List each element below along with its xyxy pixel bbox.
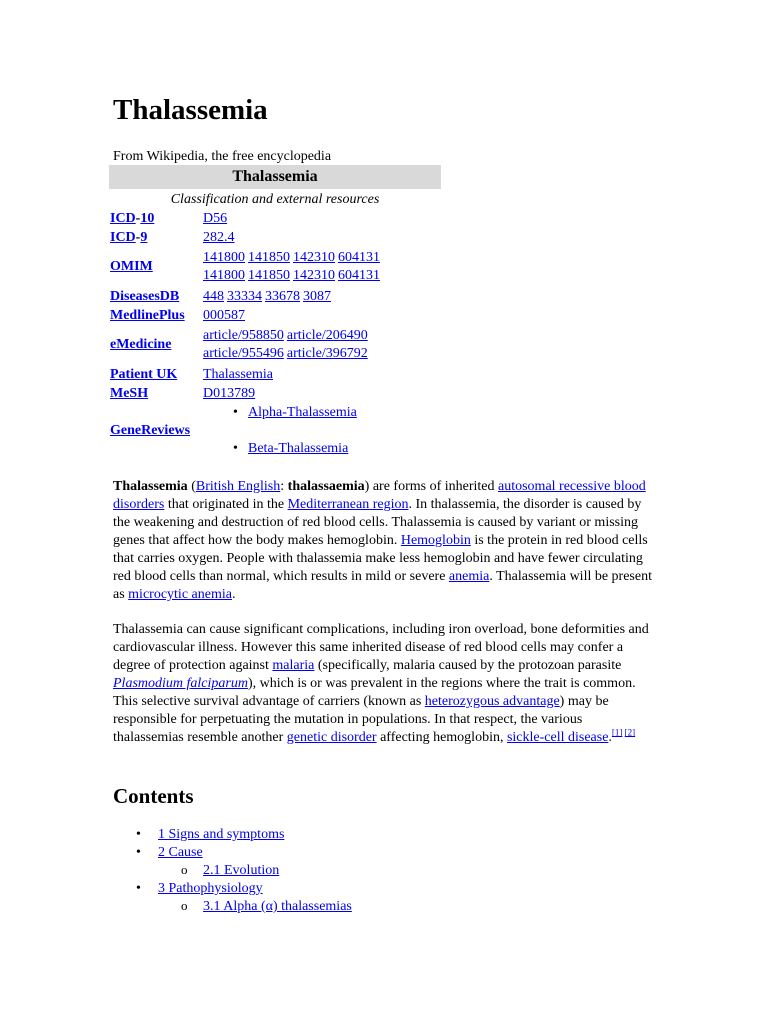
- hemoglobin-link[interactable]: Hemoglobin: [400, 533, 471, 548]
- icd-link[interactable]: ICD: [110, 211, 136, 226]
- infobox-row-diseasesdb: [109, 287, 441, 306]
- infobox-row-patientuk: [109, 364, 441, 384]
- text: that originated in the: [164, 497, 288, 512]
- text: . Thalassemia will be present as: [113, 569, 652, 602]
- toc-item: [113, 880, 352, 898]
- omim-link[interactable]: 142310: [293, 250, 335, 265]
- emedicine-label-link[interactable]: eMedicine: [110, 337, 172, 352]
- infobox-subtitle: Classification and external resources: [170, 192, 380, 207]
- plasmodium-falciparum-link[interactable]: Plasmodium falciparum: [113, 676, 248, 691]
- toc-item: [113, 826, 352, 844]
- british-english-link[interactable]: British English: [195, 479, 281, 494]
- toc-item: [113, 844, 352, 862]
- toc-link-cause[interactable]: 2 Cause: [158, 845, 203, 860]
- contents-heading: Contents: [113, 784, 194, 808]
- term-thalassaemia: thalassaemia: [287, 479, 365, 494]
- text: (specifically, malaria caused by the protozoan parasite: [314, 658, 622, 673]
- infobox-row-medlineplus: [109, 306, 441, 326]
- emedicine-link[interactable]: article/206490: [286, 328, 368, 343]
- anemia-link[interactable]: anemia: [448, 569, 490, 584]
- diseasesdb-link[interactable]: 33334: [227, 289, 262, 304]
- autosomal-recessive-link[interactable]: autosomal recessive blood disorders: [113, 479, 646, 512]
- omim-link[interactable]: 141800: [203, 268, 245, 283]
- genereviews-list: [233, 404, 357, 458]
- page-title: Thalassemia: [113, 94, 268, 126]
- table-of-contents: [113, 826, 352, 916]
- heterozygous-advantage-link[interactable]: heterozygous advantage: [424, 694, 560, 709]
- infobox-row-icd9: [109, 228, 441, 247]
- toc-link-evolution[interactable]: 2.1 Evolution: [203, 863, 280, 878]
- microcytic-anemia-link[interactable]: microcytic anemia: [128, 587, 232, 602]
- icd9-sep: -: [135, 230, 141, 245]
- list-item: [233, 440, 357, 458]
- mesh-label-link[interactable]: MeSH: [110, 386, 149, 401]
- sickle-cell-disease-link[interactable]: sickle-cell disease: [506, 730, 609, 745]
- diseasesdb-label-link[interactable]: DiseasesDB: [110, 289, 180, 304]
- emedicine-link[interactable]: article/396792: [286, 346, 368, 361]
- text: affecting hemoglobin,: [376, 730, 507, 745]
- intro-paragraph: [113, 478, 653, 604]
- text: .: [231, 587, 236, 602]
- text: .: [608, 730, 612, 745]
- malaria-link[interactable]: malaria: [272, 658, 315, 673]
- icd10-num-link[interactable]: 10: [140, 211, 155, 226]
- emedicine-link[interactable]: article/958850: [203, 328, 284, 343]
- icd10-sep: -: [135, 211, 141, 226]
- text: ) may be responsible for perpetuating the mutation in populations. In that respect, the various thalassemias resemble another: [113, 694, 609, 745]
- infobox-row-emedicine: [109, 326, 441, 364]
- icd9-label: [110, 229, 147, 247]
- diseasesdb-link[interactable]: 3087: [303, 289, 331, 304]
- reference-1-link[interactable]: [1]: [611, 727, 623, 738]
- alpha-thalassemia-link[interactable]: Alpha-Thalassemia: [248, 405, 357, 420]
- infobox-row-omim: [109, 247, 441, 287]
- toc-link-signs-and-symptoms[interactable]: 1 Signs and symptoms: [158, 827, 285, 842]
- complications-paragraph: [113, 621, 653, 747]
- diseasesdb-link[interactable]: 33678: [265, 289, 300, 304]
- diseasesdb-link[interactable]: 448: [203, 289, 224, 304]
- genereviews-label-link[interactable]: GeneReviews: [110, 423, 191, 438]
- infobox-row-genereviews: [109, 403, 441, 459]
- icd10-value-link[interactable]: D56: [203, 211, 228, 226]
- text: :: [280, 479, 288, 494]
- text: ), which is or was prevalent in the regions where the trait is common. This selective survival advantage of carriers (known as: [113, 676, 636, 709]
- infobox-row-mesh: [109, 384, 441, 403]
- from-wikipedia-line: From Wikipedia, the free encyclopedia: [113, 149, 332, 164]
- omim-link[interactable]: 141850: [248, 250, 290, 265]
- genetic-disorder-link[interactable]: genetic disorder: [286, 730, 377, 745]
- list-item: [233, 404, 357, 440]
- reference-2-link[interactable]: [2]: [624, 727, 636, 738]
- text: ) are forms of inherited: [364, 479, 498, 494]
- omim-link[interactable]: 604131: [338, 268, 380, 283]
- patientuk-label-link[interactable]: Patient UK: [110, 367, 178, 382]
- text: Thalassemia can cause significant complications, including iron overload, bone deformities and cardiovascular illness. However this same inherited disease of red blood cells may confer a degree of protection against: [113, 622, 649, 673]
- infobox-title: Thalassemia: [109, 165, 441, 189]
- infobox: [109, 165, 441, 459]
- medlineplus-value-link[interactable]: 000587: [203, 308, 245, 323]
- icd9-value-link[interactable]: 282.4: [203, 230, 235, 245]
- toc-item: [113, 898, 352, 916]
- patientuk-value-link[interactable]: Thalassemia: [203, 367, 273, 382]
- toc-item: [113, 862, 352, 880]
- text: . In thalassemia, the disorder is caused by the weakening and destruction of red blood cells. Thalassemia is caused by variant or missing genes that affect how the body makes hemoglobin.: [113, 497, 642, 548]
- omim-link[interactable]: 141800: [203, 250, 245, 265]
- toc-link-alpha-thalassemias[interactable]: 3.1 Alpha (α) thalassemias: [203, 899, 352, 914]
- medlineplus-label-link[interactable]: MedlinePlus: [110, 308, 185, 323]
- beta-thalassemia-link[interactable]: Beta-Thalassemia: [248, 441, 349, 456]
- text: (: [187, 479, 196, 494]
- mediterranean-region-link[interactable]: Mediterranean region: [287, 497, 409, 512]
- icd-link[interactable]: ICD: [110, 230, 136, 245]
- omim-link[interactable]: 604131: [338, 250, 380, 265]
- emedicine-link[interactable]: article/955496: [203, 346, 284, 361]
- omim-link[interactable]: 142310: [293, 268, 335, 283]
- toc-link-pathophysiology[interactable]: 3 Pathophysiology: [158, 881, 263, 896]
- icd9-num-link[interactable]: 9: [140, 230, 148, 245]
- omim-label-link[interactable]: OMIM: [110, 259, 153, 274]
- term-thalassemia: Thalassemia: [113, 479, 188, 494]
- infobox-row-icd10: [109, 209, 441, 228]
- icd10-label: [110, 210, 154, 228]
- omim-link[interactable]: 141850: [248, 268, 290, 283]
- mesh-value-link[interactable]: D013789: [203, 386, 256, 401]
- text: is the protein in red blood cells that carries oxygen. People with thalassemia make less hemoglobin and have fewer circulating red blood cells than normal, which results in mild or severe: [113, 533, 648, 584]
